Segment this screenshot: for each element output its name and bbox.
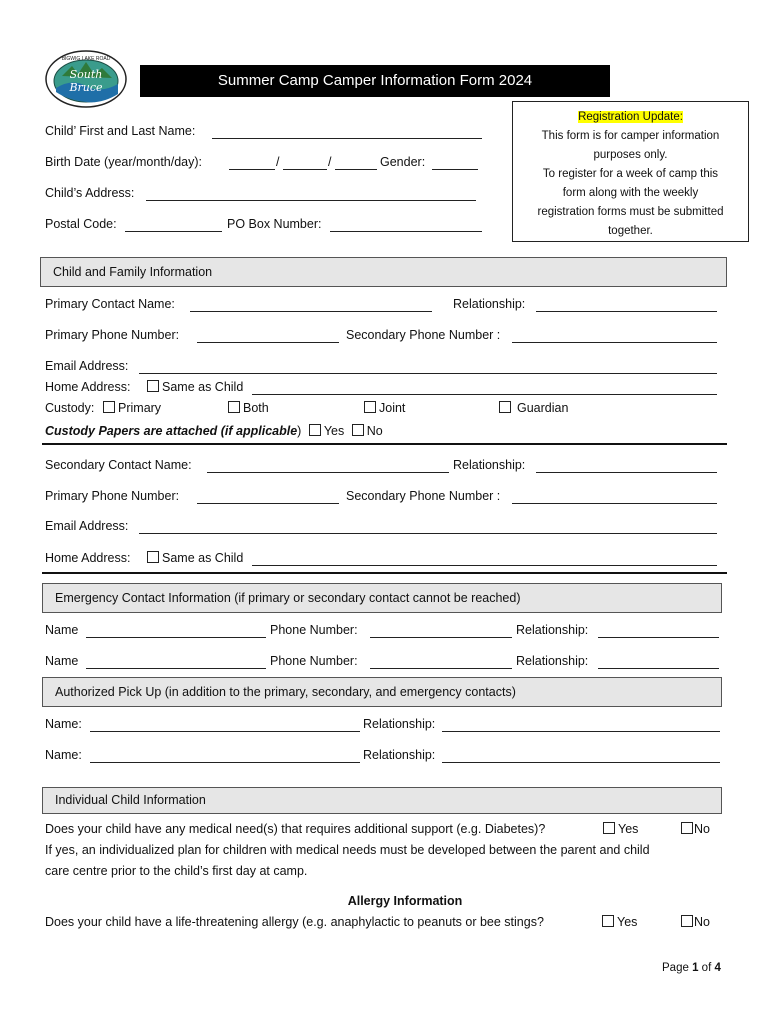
custody-primary-label: Primary	[118, 401, 162, 415]
gender-label: Gender:	[380, 155, 426, 169]
custody-papers-label: Custody Papers are attached (if applicable	[45, 424, 298, 438]
logo-top-text: BIGWIG LAKE ROAD	[61, 56, 111, 62]
date-separator: /	[328, 155, 332, 169]
page-prefix: Page	[662, 962, 689, 974]
papers-yes-label: Yes	[323, 424, 345, 438]
emergency-relationship-field[interactable]	[598, 668, 719, 669]
notice-line: registration forms must be submitted	[537, 206, 724, 218]
registration-notice	[512, 101, 749, 242]
notice-line: together.	[608, 225, 653, 237]
medical-note-line: care centre prior to the child’s first day at camp.	[45, 864, 308, 878]
checkbox-icon[interactable]	[681, 822, 693, 834]
secondary-relationship-label: Relationship:	[453, 458, 526, 472]
po-box-field[interactable]	[330, 231, 482, 232]
secondary-same-as-child-option[interactable]	[147, 551, 243, 565]
checkbox-icon[interactable]	[364, 401, 376, 413]
section-divider	[42, 443, 727, 445]
secondary-email-label: Email Address:	[45, 519, 129, 533]
emergency-name-label: Name	[45, 654, 79, 668]
notice-heading: Registration Update:	[578, 111, 683, 123]
custody-guardian-option[interactable]	[499, 401, 568, 415]
checkbox-icon[interactable]	[499, 401, 511, 413]
emergency-phone-label: Phone Number:	[270, 654, 358, 668]
primary-home-label: Home Address:	[45, 380, 131, 394]
secondary-relationship-field[interactable]	[536, 472, 717, 473]
child-name-label: Child’ First and Last Name:	[45, 124, 196, 138]
checkbox-icon[interactable]	[147, 551, 159, 563]
allergy-heading: Allergy Information	[347, 894, 463, 908]
custody-papers-close: )	[297, 424, 302, 438]
same-as-child-label: Same as Child	[162, 551, 244, 565]
emergency-phone-field[interactable]	[370, 637, 512, 638]
section-header-emergency: Emergency Contact Information (if primary or secondary contact cannot be reached)	[42, 583, 722, 613]
primary-relationship-label: Relationship:	[453, 297, 526, 311]
custody-label: Custody:	[45, 401, 95, 415]
checkbox-icon[interactable]	[602, 915, 614, 927]
primary-phone-label: Primary Phone Number:	[45, 328, 180, 342]
pickup-name-field[interactable]	[90, 731, 360, 732]
checkbox-icon[interactable]	[103, 401, 115, 413]
child-name-field[interactable]	[212, 138, 482, 139]
primary-contact-label: Primary Contact Name:	[45, 297, 175, 311]
page-current: 1	[692, 962, 699, 974]
custody-joint-label: Joint	[379, 401, 406, 415]
emergency-relationship-label: Relationship:	[516, 623, 589, 637]
primary-email-field[interactable]	[139, 373, 717, 374]
secondary-home-label: Home Address:	[45, 551, 131, 565]
pickup-relationship-label: Relationship:	[363, 748, 436, 762]
emergency-relationship-field[interactable]	[598, 637, 719, 638]
birth-date-label: Birth Date (year/month/day):	[45, 155, 203, 169]
primary-contact-field[interactable]	[190, 311, 432, 312]
secondary-contact-field[interactable]	[207, 472, 449, 473]
checkbox-icon[interactable]	[603, 822, 615, 834]
emergency-name-field[interactable]	[86, 668, 266, 669]
custody-both-label: Both	[243, 401, 269, 415]
medical-note-line: If yes, an individualized plan for children with medical needs must be developed between the parent and child	[45, 843, 650, 857]
secondary-contact-label: Secondary Contact Name:	[45, 458, 192, 472]
camp-logo	[42, 48, 130, 110]
primary-home-field[interactable]	[252, 394, 717, 395]
pickup-relationship-field[interactable]	[442, 731, 720, 732]
allergy-no-label: No	[694, 915, 710, 929]
allergy-yes-label: Yes	[617, 915, 638, 929]
medical-question: Does your child have any medical need(s) that requires additional support (e.g. Diabetes)?	[45, 822, 546, 836]
secondary-secondary-phone-field[interactable]	[512, 503, 717, 504]
page-total: 4	[714, 962, 721, 974]
primary-email-label: Email Address:	[45, 359, 129, 373]
medical-no-option[interactable]	[681, 822, 710, 836]
postal-code-field[interactable]	[125, 231, 222, 232]
pickup-relationship-field[interactable]	[442, 762, 720, 763]
checkbox-icon[interactable]	[147, 380, 159, 392]
gender-field[interactable]	[432, 169, 478, 170]
notice-line: purposes only.	[593, 149, 668, 161]
section-header-pickup: Authorized Pick Up (in addition to the primary, secondary, and emergency contacts)	[42, 677, 722, 707]
form-title: Summer Camp Camper Information Form 2024	[140, 65, 610, 97]
primary-same-as-child-option[interactable]	[147, 380, 243, 394]
custody-primary-option[interactable]	[103, 401, 161, 415]
child-address-label: Child’s Address:	[45, 186, 135, 200]
custody-joint-option[interactable]	[364, 401, 405, 415]
custody-guardian-label: Guardian	[517, 401, 569, 415]
same-as-child-label: Same as Child	[162, 380, 244, 394]
emergency-phone-label: Phone Number:	[270, 623, 358, 637]
checkbox-icon[interactable]	[681, 915, 693, 927]
secondary-email-field[interactable]	[139, 533, 717, 534]
custody-papers-row	[45, 424, 383, 438]
postal-code-label: Postal Code:	[45, 217, 117, 231]
secondary-phone-label: Primary Phone Number:	[45, 489, 180, 503]
checkbox-icon[interactable]	[309, 424, 321, 436]
medical-no-label: No	[694, 822, 710, 836]
logo-script-text: South Bruce	[69, 68, 103, 94]
papers-no-option[interactable]	[352, 424, 383, 438]
birth-day-field[interactable]	[335, 169, 377, 170]
medical-yes-option[interactable]	[603, 822, 638, 836]
allergy-question: Does your child have a life-threatening allergy (e.g. anaphylactic to peanuts or bee stings?	[45, 915, 544, 929]
allergy-yes-option[interactable]	[602, 915, 637, 929]
medical-yes-label: Yes	[618, 822, 639, 836]
emergency-name-field[interactable]	[86, 637, 266, 638]
papers-no-label: No	[366, 424, 383, 438]
page-of: of	[701, 962, 712, 974]
primary-secondary-phone-field[interactable]	[512, 342, 717, 343]
birth-month-field[interactable]	[283, 169, 327, 170]
pickup-relationship-label: Relationship:	[363, 717, 436, 731]
child-address-field[interactable]	[146, 200, 476, 201]
primary-phone-field[interactable]	[197, 342, 339, 343]
primary-secondary-phone-label: Secondary Phone Number :	[346, 328, 501, 342]
notice-line: This form is for camper information	[541, 130, 720, 142]
notice-line: To register for a week of camp this	[542, 168, 719, 180]
notice-line: form along with the weekly	[562, 187, 699, 199]
section-header-family: Child and Family Information	[40, 257, 727, 287]
secondary-secondary-phone-label: Secondary Phone Number :	[346, 489, 501, 503]
emergency-phone-field[interactable]	[370, 668, 512, 669]
papers-yes-option[interactable]	[309, 424, 344, 438]
secondary-phone-field[interactable]	[197, 503, 339, 504]
section-header-individual: Individual Child Information	[42, 787, 722, 814]
allergy-no-option[interactable]	[681, 915, 710, 929]
secondary-home-field[interactable]	[252, 565, 717, 566]
po-box-label: PO Box Number:	[227, 217, 322, 231]
custody-both-option[interactable]	[228, 401, 269, 415]
pickup-name-field[interactable]	[90, 762, 360, 763]
pickup-name-label: Name:	[45, 717, 82, 731]
date-separator: /	[276, 155, 280, 169]
pickup-name-label: Name:	[45, 748, 82, 762]
emergency-relationship-label: Relationship:	[516, 654, 589, 668]
page-number	[662, 962, 721, 974]
birth-year-field[interactable]	[229, 169, 275, 170]
emergency-name-label: Name	[45, 623, 79, 637]
primary-relationship-field[interactable]	[536, 311, 717, 312]
section-divider	[42, 572, 727, 574]
checkbox-icon[interactable]	[352, 424, 364, 436]
checkbox-icon[interactable]	[228, 401, 240, 413]
